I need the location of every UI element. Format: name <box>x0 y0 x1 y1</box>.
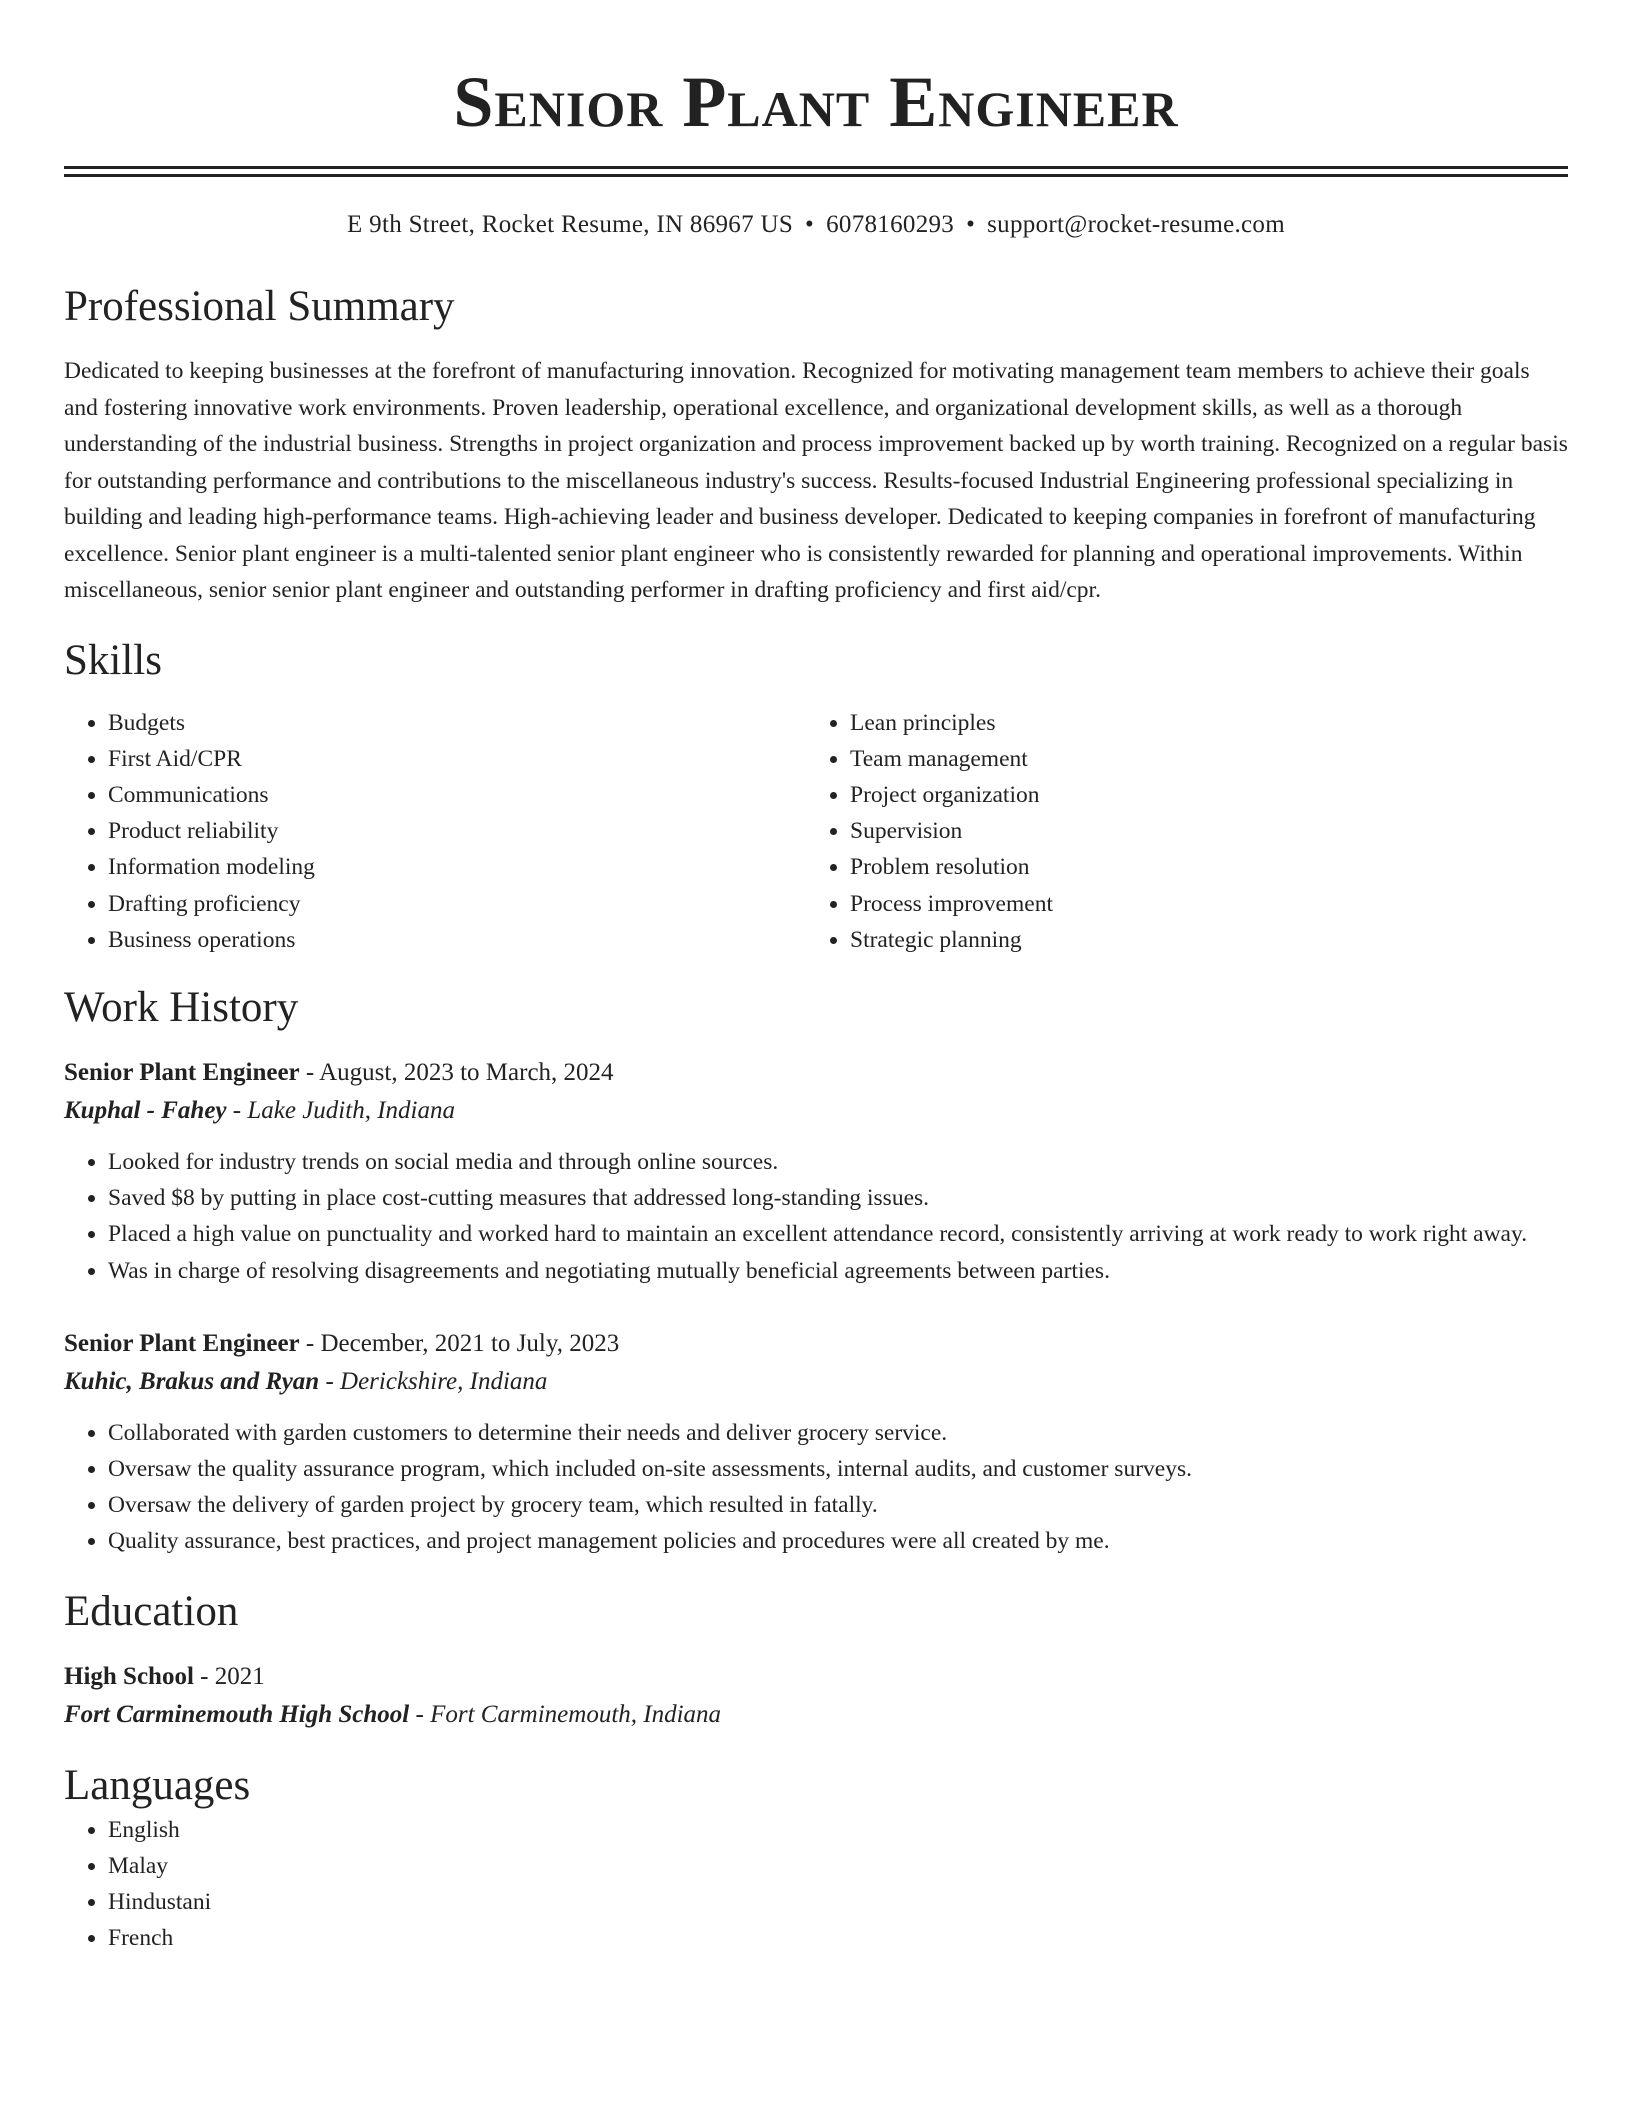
contact-phone: 6078160293 <box>826 211 955 238</box>
degree-name: High School <box>64 1662 194 1690</box>
skill-item: • Project organization <box>850 777 1548 813</box>
skills-heading: Skills <box>64 636 162 684</box>
job-title-line <box>64 1054 1568 1092</box>
summary-heading: Professional Summary <box>64 283 455 330</box>
skills-column-left <box>64 705 806 958</box>
header-divider-top <box>64 166 1568 169</box>
skills-list-left <box>64 705 806 958</box>
skill-item: • Business operations <box>108 922 806 958</box>
language-item: • English <box>108 1812 1568 1848</box>
job-entry <box>64 1054 1568 1289</box>
job-title: Senior Plant Engineer <box>64 1329 300 1357</box>
degree-year: - 2021 <box>193 1662 265 1690</box>
company-line <box>64 1092 1568 1130</box>
skill-item: • Communications <box>108 777 806 813</box>
degree-line <box>64 1658 1568 1696</box>
company-name: Kuphal - Fahey <box>64 1096 227 1124</box>
job-bullet: • Collaborated with garden customers to determine their needs and deliver grocery service. <box>108 1415 1568 1451</box>
contact-separator: • <box>966 211 976 238</box>
job-bullet: • Oversaw the delivery of garden project by grocery team, which resulted in fatally. <box>108 1487 1568 1523</box>
language-item: • French <box>108 1920 1568 1956</box>
education-entry <box>64 1658 1568 1734</box>
school-location: - Fort Carminemouth, Indiana <box>409 1700 722 1728</box>
contact-line <box>64 209 1568 241</box>
job-entry <box>64 1325 1568 1560</box>
languages-heading: Languages <box>64 1761 251 1809</box>
job-bullet: • Saved $8 by putting in place cost-cutting measures that addressed long-standing issues. <box>108 1180 1568 1216</box>
skill-item: • Problem resolution <box>850 849 1548 885</box>
job-dates: - August, 2023 to March, 2024 <box>299 1058 614 1086</box>
skill-item: • Information modeling <box>108 849 806 885</box>
company-line <box>64 1363 1568 1401</box>
skill-item: • Lean principles <box>850 705 1548 741</box>
company-name: Kuhic, Brakus and Ryan <box>64 1367 320 1395</box>
skills-list-right <box>806 705 1548 958</box>
skills-column-right <box>806 705 1548 958</box>
skill-item: • Process improvement <box>850 886 1548 922</box>
skill-item: • Strategic planning <box>850 922 1548 958</box>
languages-list <box>64 1812 1568 1957</box>
resume-title: Senior Plant Engineer <box>453 62 1179 142</box>
skill-item: • First Aid/CPR <box>108 741 806 777</box>
job-bullet: • Was in charge of resolving disagreements and negotiating mutually beneficial agreements between parties. <box>108 1253 1568 1289</box>
job-bullet: • Looked for industry trends on social media and through online sources. <box>108 1144 1568 1180</box>
summary-text: Dedicated to keeping businesses at the forefront of manufacturing innovation. Recognized for motivating management team members to achieve their goals and fostering innovative work environments. Proven leadership, operational excellence, and organizational development skills, as well as a thorough understanding of the industrial business. Strengths in project organization and process improvement backed up by worth training. Recognized on a regular basis for outstanding performance and contributions to the miscellaneous industry's success. Results-focused Industrial Engineering professional specializing in building and leading high-performance teams. High-achieving leader and business developer. Dedicated to keeping companies in forefront of manufacturing excellence. Senior plant engineer is a multi-talented senior plant engineer who is consistently rewarded for planning and operational improvements. Within miscellaneous, senior senior plant engineer and outstanding performer in drafting proficiency and first aid/cpr. <box>64 358 1568 603</box>
language-item: • Malay <box>108 1848 1568 1884</box>
skill-item: • Team management <box>850 741 1548 777</box>
school-name: Fort Carminemouth High School <box>64 1700 410 1728</box>
contact-email: support@rocket-resume.com <box>987 211 1285 238</box>
skill-item: • Supervision <box>850 813 1548 849</box>
job-title: Senior Plant Engineer <box>64 1058 300 1086</box>
header-divider-bottom <box>64 174 1568 177</box>
skills-grid <box>64 705 1568 958</box>
job-title-line <box>64 1325 1568 1363</box>
company-location: - Lake Judith, Indiana <box>226 1096 455 1124</box>
job-bullet: • Placed a high value on punctuality and worked hard to maintain an excellent attendance record, consistently arriving at work ready to work right away. <box>108 1216 1568 1252</box>
school-line <box>64 1696 1568 1734</box>
skill-item: • Drafting proficiency <box>108 886 806 922</box>
job-bullet: • Quality assurance, best practices, and project management policies and procedures were all created by me. <box>108 1523 1568 1559</box>
language-item: • Hindustani <box>108 1884 1568 1920</box>
job-dates: - December, 2021 to July, 2023 <box>299 1329 620 1357</box>
skill-item: • Budgets <box>108 705 806 741</box>
job-bullets <box>64 1415 1568 1560</box>
contact-separator: • <box>805 211 815 238</box>
education-heading: Education <box>64 1587 239 1635</box>
job-bullet: • Oversaw the quality assurance program, which included on-site assessments, internal audits, and customer surveys. <box>108 1451 1568 1487</box>
skill-item: • Product reliability <box>108 813 806 849</box>
contact-address: E 9th Street, Rocket Resume, IN 86967 US <box>347 211 794 238</box>
job-bullets <box>64 1144 1568 1289</box>
company-location: - Derickshire, Indiana <box>319 1367 548 1395</box>
work-history-heading: Work History <box>64 983 299 1031</box>
